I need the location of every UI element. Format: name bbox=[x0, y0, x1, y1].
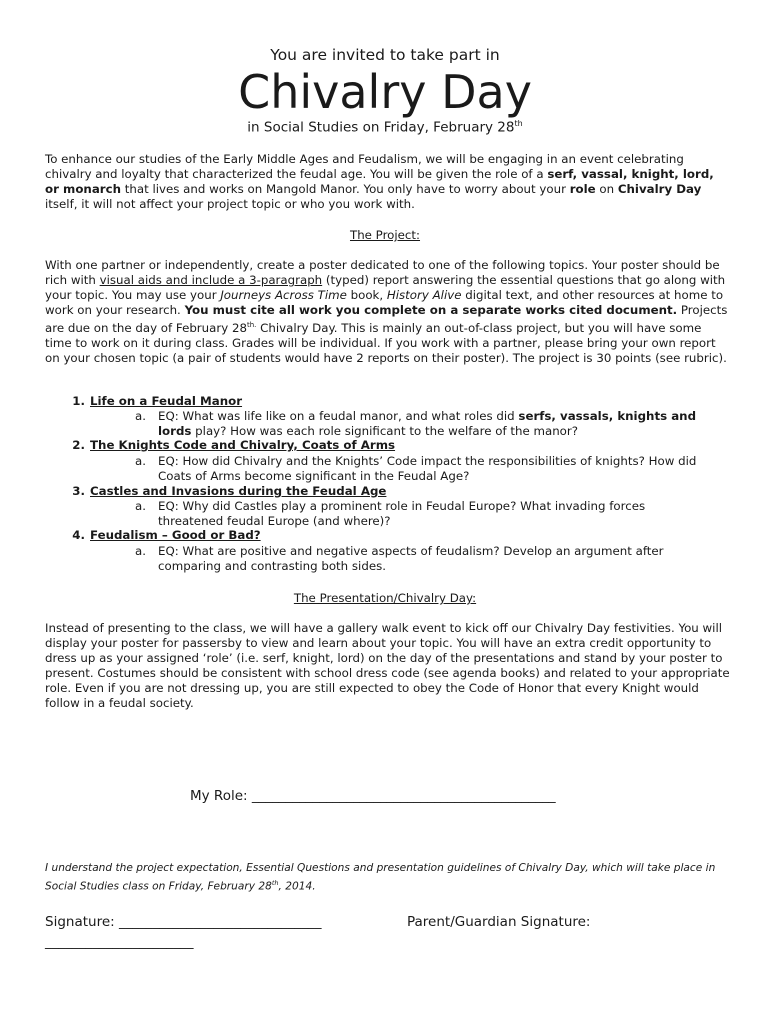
eq-text: EQ: What was life like on a feudal manor, and what roles did bbox=[158, 409, 519, 423]
role-label: My Role: bbox=[190, 788, 252, 804]
intro-text-3: on bbox=[595, 182, 618, 197]
ack-sup: th bbox=[271, 878, 279, 887]
topic-1-eq-line-2 bbox=[67, 424, 767, 439]
eq-text: EQ: Why did Castles play a prominent role in Feudal Europe? What invading forces bbox=[158, 499, 646, 513]
presentation-paragraph: Instead of presenting to the class, we will have a gallery walk event to kick off our Chivalry Day festivities. You will display your poster for passersby to view and learn about your topic. You will have an extra credit opportunity to dress up as your assigned ‘role’ (i.e. serf, knight, lord) on the day of the presentations and stand by your poster to present. Costumes should be consistent with school dress code (see agenda books) and related to your appropriate role. Even if you are not dressing up, you are still expected to obey the Code of Honor that every Knight would follow in a feudal society. bbox=[45, 621, 730, 711]
project-text-6: Chivalry Day. This is mainly an out-of-class project, but you will have some time to work on it during class. Grades will be individual. If you work with a partner, please bring your own report on your chosen topic (a pair of students would have 2 reports on their poster). The project is 30 points (see rubric). bbox=[45, 321, 727, 366]
ack-text-1: I understand the project expectation, Essential Questions and presentation guidelines of Chivalry Day, which will take place in Social Studies class on Friday, February 28 bbox=[45, 862, 716, 893]
invite-line: You are invited to take part in bbox=[270, 46, 500, 64]
intro-text-1: To enhance our studies of the Early Middle Ages and Feudalism, we will be engaging in an event celebrating chivalry and loyalty that characterized the feudal age. You will be given the role of a bbox=[45, 152, 684, 182]
topic-item-3 bbox=[67, 484, 767, 499]
project-sup: th. bbox=[246, 321, 257, 330]
page-title: Chivalry Day bbox=[238, 65, 532, 119]
topic-title: Feudalism – Good or Bad? bbox=[90, 528, 261, 542]
role-line bbox=[190, 788, 556, 804]
intro-text-4: itself, it will not affect your project topic or who you work with. bbox=[45, 197, 415, 212]
eq-text: EQ: What are positive and negative aspects of feudalism? Develop an argument after bbox=[158, 544, 664, 558]
project-heading-text: The Project: bbox=[349, 228, 421, 242]
eq-text-2: play? How was each role significant to the welfare of the manor? bbox=[191, 424, 579, 438]
event-date-text: in Social Studies on Friday, February 28 bbox=[247, 119, 515, 136]
signature-blank[interactable]: ______________________________ bbox=[118, 914, 322, 930]
eq-text-2: comparing and contrasting both sides. bbox=[158, 559, 386, 573]
project-text-3: book, bbox=[346, 288, 387, 303]
project-text-4: digital text, and other resources at home to work on your research. bbox=[45, 288, 724, 318]
project-book-title: Journeys Across Time bbox=[220, 288, 347, 303]
topic-number: 1. bbox=[72, 394, 85, 408]
topic-item-4 bbox=[67, 528, 767, 543]
topic-title: The Knights Code and Chivalry, Coats of Arms bbox=[90, 438, 396, 452]
parent-signature-label: Parent/Guardian Signature: bbox=[407, 914, 591, 930]
topic-4-eq-line-1 bbox=[67, 544, 767, 559]
eq-roles: serfs, vassals, knights and bbox=[518, 409, 697, 423]
intro-roles: serf, vassal, knight, lord, or monarch bbox=[45, 167, 714, 197]
topic-item-1 bbox=[67, 394, 767, 409]
eq-letter: a. bbox=[135, 454, 146, 468]
project-cite-note: You must cite all work you complete on a separate works cited document. bbox=[184, 303, 678, 318]
presentation-heading bbox=[0, 591, 770, 606]
event-date-line bbox=[0, 119, 770, 136]
eq-text-2: threatened feudal Europe (and where)? bbox=[158, 514, 391, 528]
intro-text-2: that lives and works on Mangold Manor. You only have to worry about your bbox=[121, 182, 570, 197]
eq-text: EQ: How did Chivalry and the Knights’ Code impact the responsibilities of knights? How did bbox=[158, 454, 697, 468]
topic-2-eq-line-2 bbox=[67, 469, 767, 484]
intro-paragraph bbox=[45, 152, 730, 212]
eq-text-2: Coats of Arms become significant in the Feudal Age? bbox=[158, 469, 470, 483]
project-text-5: Projects are due on the day of February 28 bbox=[45, 303, 728, 336]
role-blank[interactable]: _____________________________________________ bbox=[251, 788, 556, 804]
parent-signature-blank[interactable]: ______________________ bbox=[45, 934, 194, 950]
topic-3-eq-line-1 bbox=[67, 499, 767, 514]
topic-3-eq-line-2 bbox=[67, 514, 767, 529]
topic-title: Life on a Feudal Manor bbox=[90, 394, 243, 408]
project-text-2: (typed) report answering the essential questions that go along with your topic. You may use your bbox=[45, 273, 726, 303]
topic-number: 4. bbox=[72, 528, 85, 542]
topic-1-eq-line-1 bbox=[67, 409, 767, 424]
project-underlined: visual aids and include a 3-paragraph bbox=[99, 273, 323, 288]
eq-letter: a. bbox=[135, 499, 146, 513]
intro-role-word: role bbox=[569, 182, 596, 197]
topic-number: 2. bbox=[72, 438, 85, 452]
presentation-heading-text: The Presentation/Chivalry Day: bbox=[293, 591, 477, 605]
eq-letter: a. bbox=[135, 544, 146, 558]
topic-number: 3. bbox=[72, 484, 85, 498]
topic-title: Castles and Invasions during the Feudal Age bbox=[90, 484, 387, 498]
project-paragraph bbox=[45, 258, 730, 367]
student-signature bbox=[45, 914, 321, 930]
eq-letter: a. bbox=[135, 409, 146, 423]
topic-4-eq-line-2 bbox=[67, 559, 767, 574]
project-text-1: With one partner or independently, create a poster dedicated to one of the following topics. Your poster should be rich with bbox=[45, 258, 720, 288]
topic-2-eq-line-1 bbox=[67, 454, 767, 469]
signature-label: Signature: bbox=[45, 914, 119, 930]
event-date-sup: th bbox=[514, 119, 523, 128]
topic-item-2 bbox=[67, 438, 767, 453]
intro-chivalry-day: Chivalry Day bbox=[617, 182, 702, 197]
acknowledgement-text bbox=[45, 861, 730, 894]
project-heading bbox=[0, 228, 770, 243]
ack-text-2: , 2014. bbox=[278, 880, 316, 893]
project-digital-title: History Alive bbox=[386, 288, 462, 303]
eq-roles-2: lords bbox=[158, 424, 192, 438]
